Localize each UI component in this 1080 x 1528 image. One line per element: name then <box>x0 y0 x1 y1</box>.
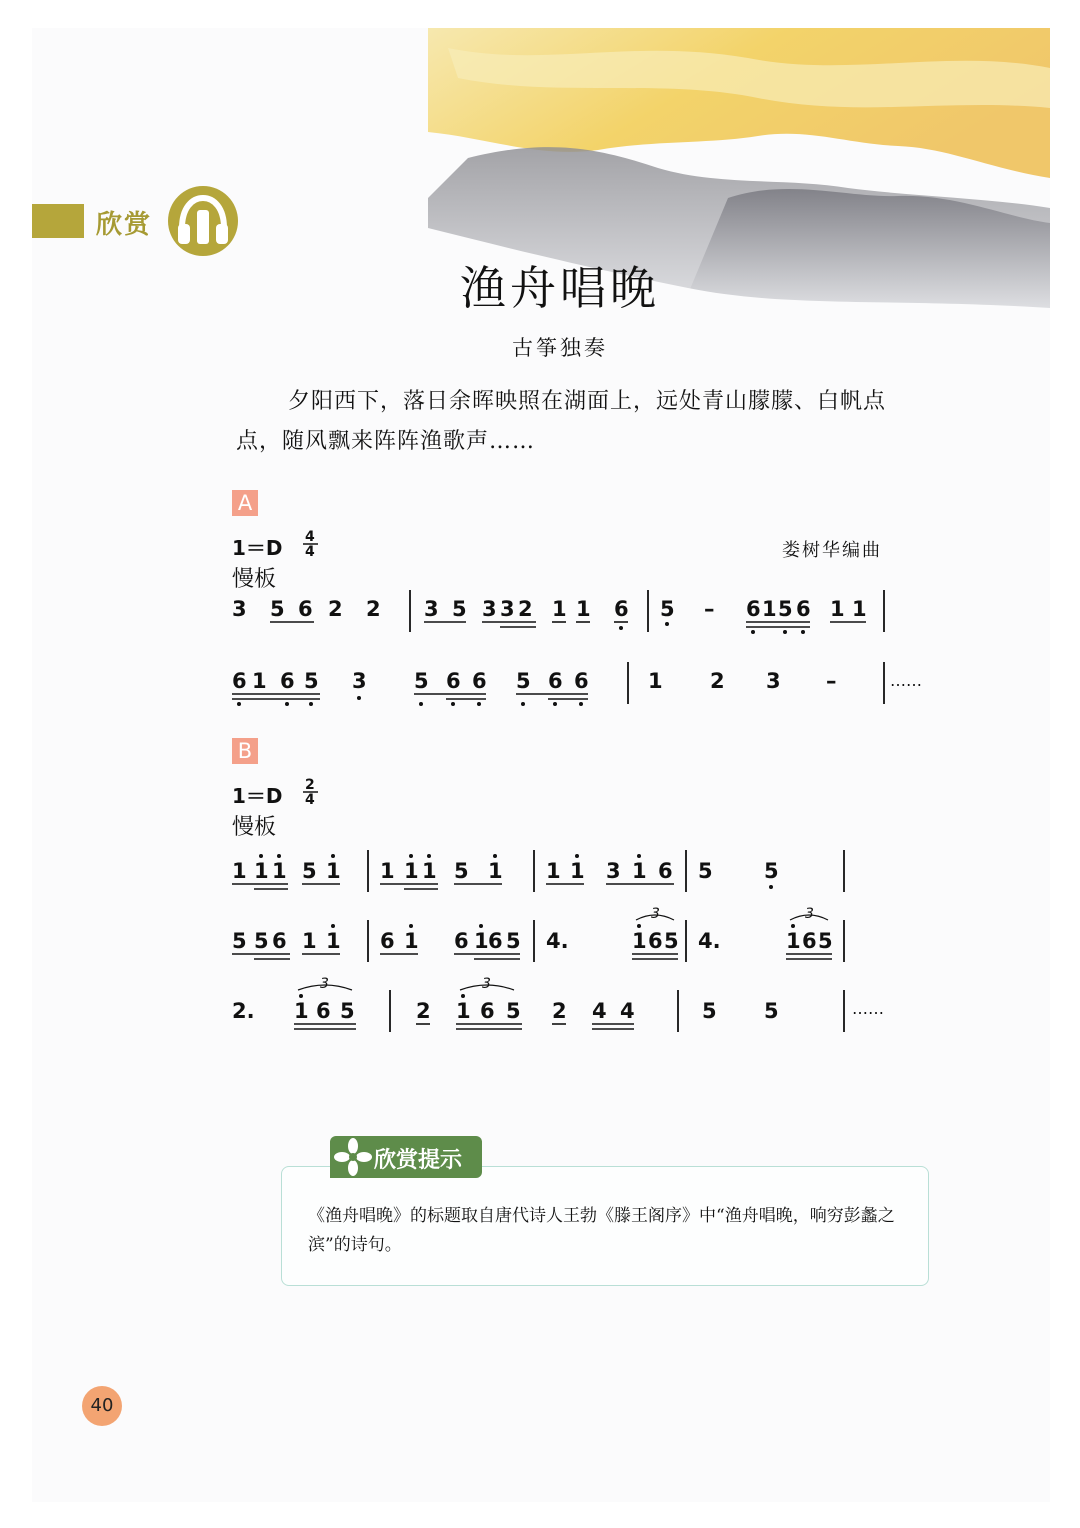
note: 1 <box>272 859 287 883</box>
note: 5 <box>302 859 317 883</box>
section-b-tempo: 慢板 <box>232 815 277 840</box>
note: 6 <box>614 597 629 621</box>
note: 5 <box>702 999 717 1023</box>
score-line-a1 <box>232 590 884 634</box>
note: 4 <box>592 999 607 1023</box>
dash: – <box>826 669 837 693</box>
score-line-a2 <box>232 662 922 706</box>
section-b-key: 1＝D <box>232 784 283 808</box>
time-sig-top: 4 <box>305 529 315 545</box>
appreciation-tip-text: 《渔舟唱晚》的标题取自唐代诗人王勃《滕王阁序》中“渔舟唱晚，响穷彭蠡之滨”的诗句。 <box>308 1206 895 1255</box>
note: 6 <box>802 929 817 953</box>
note: 4 <box>620 999 635 1023</box>
note: 2 <box>518 597 533 621</box>
note: 6 <box>316 999 331 1023</box>
note: 5 <box>664 929 679 953</box>
page-subtitle: 古筝独奏 <box>512 336 608 360</box>
note: 6 <box>298 597 313 621</box>
triplet-mark: 3 <box>805 906 814 922</box>
note: 1 <box>404 859 419 883</box>
dash: – <box>704 597 715 621</box>
note: 4. <box>698 929 721 953</box>
note: 1 <box>546 859 561 883</box>
note: 1 <box>302 929 317 953</box>
note: 1 <box>232 859 247 883</box>
note: 6 <box>280 669 295 693</box>
note: 2 <box>366 597 381 621</box>
section-b-time-signature <box>303 777 318 808</box>
note: 4. <box>546 929 569 953</box>
note: 1 <box>380 859 395 883</box>
note: 6 <box>658 859 673 883</box>
flower-icon <box>333 1137 373 1177</box>
note: 1 <box>830 597 845 621</box>
section-a-badge: A <box>232 490 258 516</box>
note: 1 <box>474 929 489 953</box>
note: 1 <box>488 859 503 883</box>
note: 1 <box>648 669 663 693</box>
note: 1 <box>632 929 647 953</box>
appreciation-tip-title: 欣赏提示 <box>374 1148 463 1173</box>
note: 5 <box>506 999 521 1023</box>
note: 6 <box>472 669 487 693</box>
note: 2. <box>232 999 255 1023</box>
note: 5 <box>516 669 531 693</box>
composer-credit: 娄树华编曲 <box>782 540 882 561</box>
note: 1 <box>404 929 419 953</box>
note: 1 <box>552 597 567 621</box>
note: 1 <box>852 597 867 621</box>
note: 2 <box>416 999 431 1023</box>
triplet-mark: 3 <box>651 906 660 922</box>
note: 6 <box>796 597 811 621</box>
note: 5 <box>778 597 793 621</box>
note: 5 <box>660 597 675 621</box>
score-line-b3 <box>232 976 884 1032</box>
section-b-badge: B <box>232 738 258 764</box>
note: 5 <box>506 929 521 953</box>
note: 6 <box>380 929 395 953</box>
note: 5 <box>414 669 429 693</box>
note: 2 <box>710 669 725 693</box>
note: 3 <box>606 859 621 883</box>
note: 5 <box>454 859 469 883</box>
note: 1 <box>252 669 267 693</box>
note: 1 <box>326 929 341 953</box>
note: 1 <box>786 929 801 953</box>
note: 5 <box>254 929 269 953</box>
triplet-mark: 3 <box>320 976 329 992</box>
page-number: 40 <box>82 1386 122 1426</box>
note: 1 <box>576 597 591 621</box>
score-line-b1 <box>232 850 844 892</box>
note: 1 <box>456 999 471 1023</box>
section-a-time-signature <box>303 529 318 560</box>
note: 5 <box>764 859 779 883</box>
note: 1 <box>570 859 585 883</box>
note: 3 <box>482 597 497 621</box>
page-title: 渔舟唱晚 <box>460 261 660 315</box>
triplet-mark: 3 <box>482 976 491 992</box>
score-line-b2 <box>232 906 844 962</box>
note: 3 <box>766 669 781 693</box>
section-label: 欣赏 <box>96 210 153 240</box>
note: 1 <box>254 859 269 883</box>
note: 5 <box>270 597 285 621</box>
note: 1 <box>294 999 309 1023</box>
note: 5 <box>764 999 779 1023</box>
section-a-key: 1＝D <box>232 536 283 560</box>
note: 6 <box>648 929 663 953</box>
note: 1 <box>422 859 437 883</box>
note: 6 <box>574 669 589 693</box>
note: 5 <box>304 669 319 693</box>
note: 6 <box>454 929 469 953</box>
note: 6 <box>480 999 495 1023</box>
note: 1 <box>326 859 341 883</box>
time-sig-bottom: 4 <box>305 792 315 808</box>
note: 5 <box>698 859 713 883</box>
note: 3 <box>352 669 367 693</box>
section-a-tempo: 慢板 <box>232 567 277 592</box>
time-sig-top: 2 <box>305 777 315 793</box>
note: 6 <box>488 929 503 953</box>
note: 3 <box>500 597 515 621</box>
note: 1 <box>762 597 777 621</box>
note: 6 <box>746 597 761 621</box>
time-sig-bottom: 4 <box>305 544 315 560</box>
note: 6 <box>272 929 287 953</box>
note: 6 <box>548 669 563 693</box>
intro-text: 夕阳西下，落日余晖映照在湖面上，远处青山朦朦、白帆点点，随风飘来阵阵渔歌声…… <box>236 389 887 454</box>
note: 5 <box>232 929 247 953</box>
note: 3 <box>424 597 439 621</box>
note: 5 <box>452 597 467 621</box>
note: 5 <box>340 999 355 1023</box>
note: 2 <box>552 999 567 1023</box>
note: 5 <box>818 929 833 953</box>
note: 1 <box>632 859 647 883</box>
note: 6 <box>446 669 461 693</box>
note: 2 <box>328 597 343 621</box>
note: 6 <box>232 669 247 693</box>
continuation: …… <box>890 671 922 690</box>
note: 3 <box>232 597 247 621</box>
continuation: …… <box>852 999 884 1018</box>
